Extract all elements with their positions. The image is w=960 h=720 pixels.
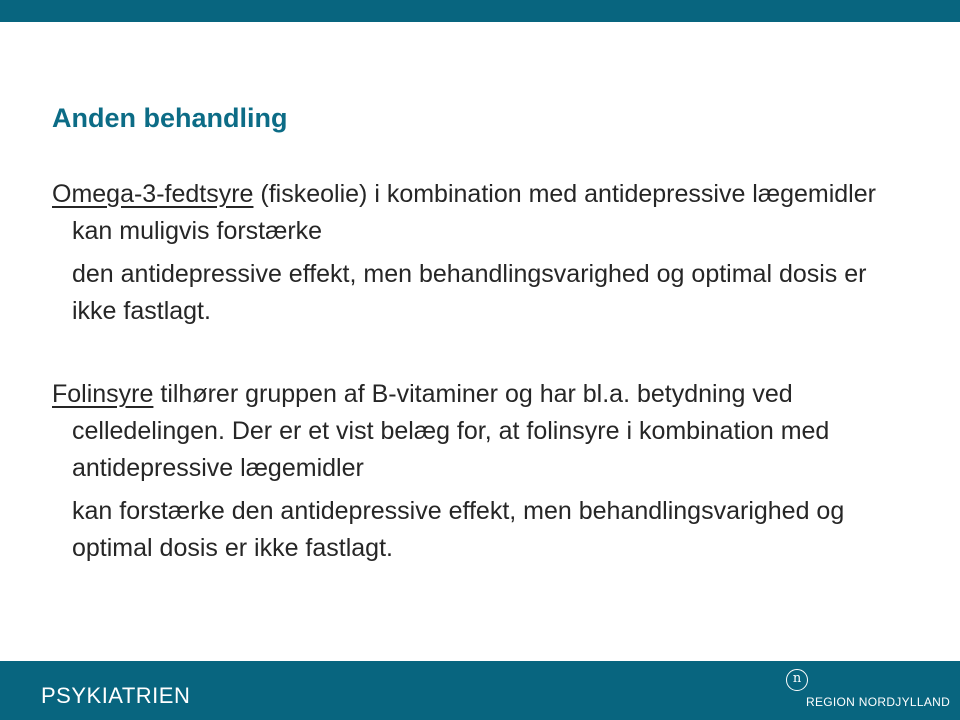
omega-term: Omega-3-fedtsyre bbox=[52, 180, 254, 208]
region-name: REGION NORDJYLLAND bbox=[806, 695, 951, 709]
slide-body bbox=[52, 176, 882, 567]
top-bar bbox=[0, 0, 960, 22]
folin-term: Folinsyre bbox=[52, 380, 154, 408]
region-logo bbox=[786, 669, 956, 713]
omega-paragraph bbox=[52, 176, 882, 250]
omega-continuation: den antidepressive effekt, men behandlingsvarighed og optimal dosis er ikke fastlagt. bbox=[72, 260, 867, 325]
folin-continuation: kan forstærke den antidepressive effekt, men behandlingsvarighed og optimal dosis er ikke fastlagt. bbox=[72, 497, 845, 562]
department-label: PSYKIATRIEN bbox=[41, 683, 191, 708]
region-logo-icon: n bbox=[786, 669, 808, 691]
folin-paragraph bbox=[52, 376, 882, 487]
folin-text: tilhører gruppen af B-vitaminer og har bl.a. betydning ved celledelingen. Der er et vist belæg for, at folinsyre i kombination med antidepressive lægemidler bbox=[72, 380, 830, 482]
slide-title: Anden behandling bbox=[52, 103, 288, 133]
omega-text: (fiskeolie) i kombination med antidepressive lægemidler kan muligvis forstærke bbox=[72, 180, 876, 245]
paragraph-spacer bbox=[52, 330, 882, 376]
footer-bar bbox=[0, 661, 960, 720]
